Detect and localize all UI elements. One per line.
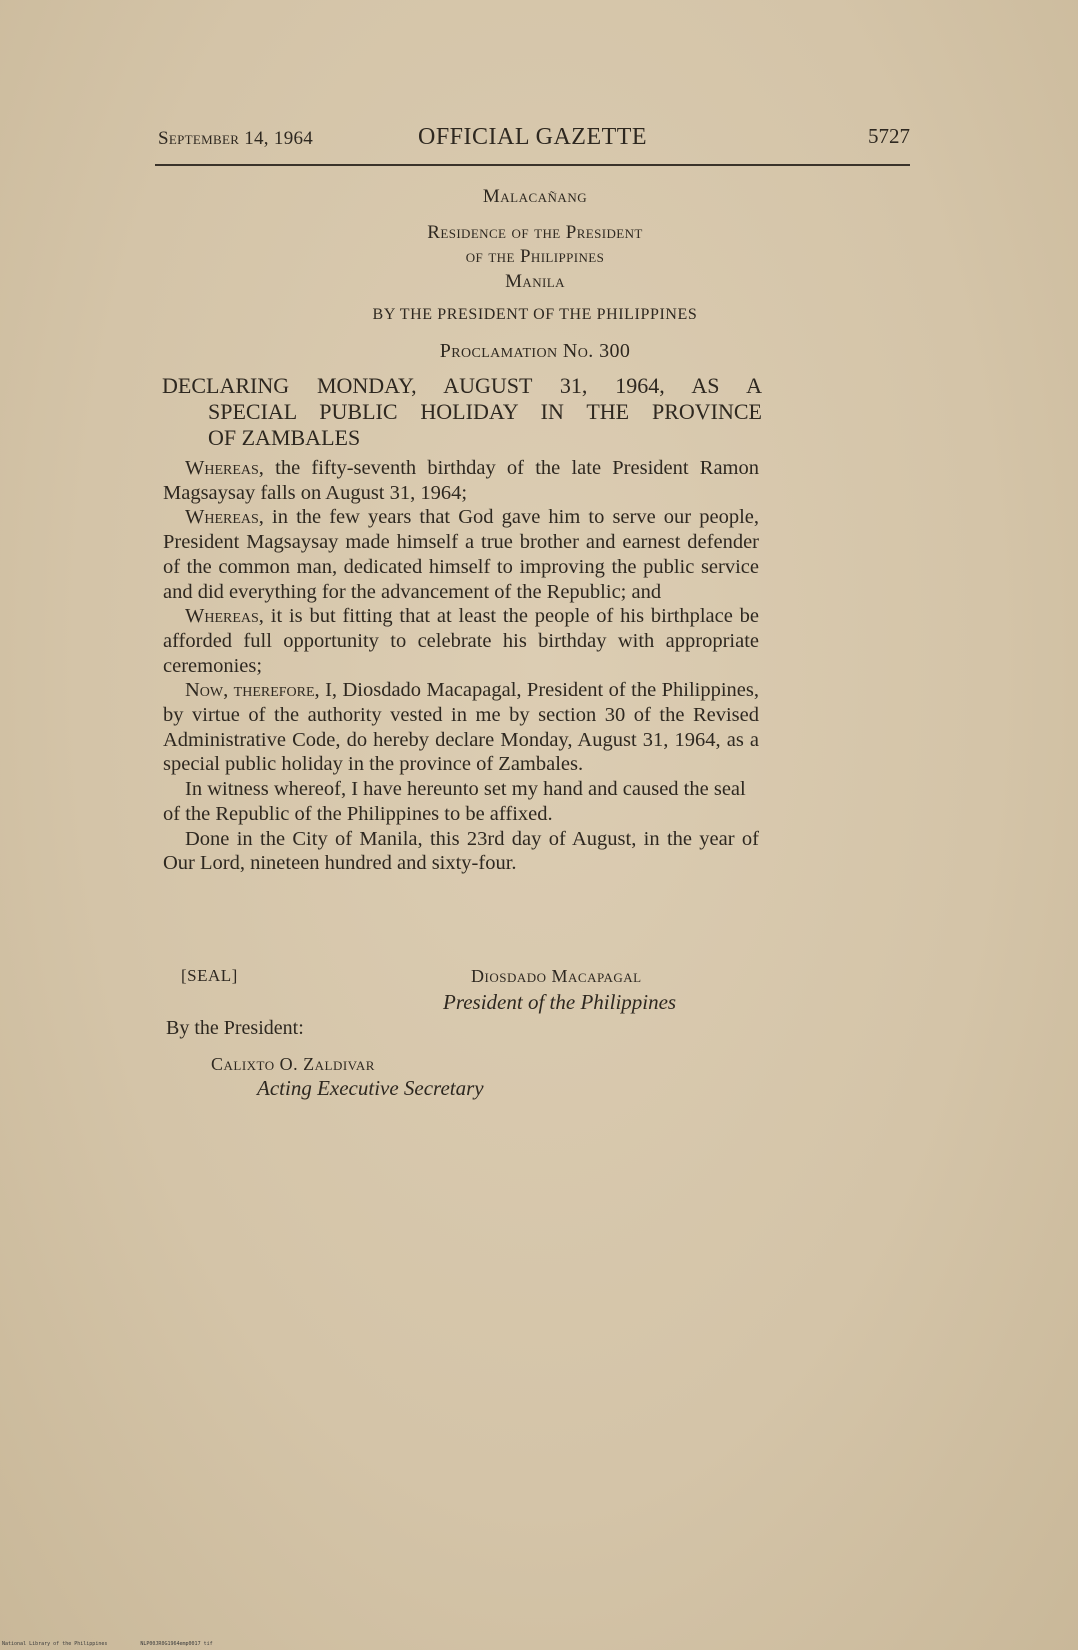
signature-block bbox=[163, 966, 759, 1020]
paragraph-lead: Whereas, bbox=[185, 457, 264, 479]
title-line: SPECIAL PUBLIC HOLIDAY IN THE PROVINCE bbox=[208, 399, 762, 424]
witness-paragraph bbox=[163, 777, 759, 826]
secretary-name: Calixto O. Zaldivar bbox=[211, 1054, 375, 1074]
seal-placeholder: [SEAL] bbox=[181, 966, 238, 985]
running-header bbox=[158, 124, 910, 154]
proclamation-body bbox=[163, 456, 759, 876]
page-number: 5727 bbox=[868, 124, 910, 148]
paragraph-text: the fifty-seventh birthday of the late President Ramon Magsaysay falls on August 31, 1964; bbox=[163, 457, 759, 504]
whereas-paragraph-3 bbox=[163, 604, 759, 678]
secretary-title: Acting Executive Secretary bbox=[257, 1076, 484, 1100]
scan-footer bbox=[2, 1641, 243, 1647]
whereas-paragraph-2 bbox=[163, 505, 759, 604]
by-the-president-attestation: By the President: bbox=[166, 1017, 304, 1039]
paragraph-text: I, Diosdado Macapagal, President of the Philippines, by virtue of the authority vested in me by section 30 of the Revised Administrative Code, do hereby declare Monday, August 31, 1964, as a special public holiday in the province of Zambales. bbox=[163, 679, 759, 776]
paragraph-text: it is but fitting that at least the people of his birthplace be afforded full opportunity to celebrate his birthday with appropriate ceremonies; bbox=[163, 605, 759, 677]
signatory-name: Diosdado Macapagal bbox=[471, 966, 642, 986]
proclamation-title bbox=[162, 373, 762, 451]
now-therefore-paragraph bbox=[163, 678, 759, 777]
office-line-4: Manila bbox=[505, 271, 565, 292]
issue-date: September 14, 1964 bbox=[158, 128, 314, 149]
title-line: DECLARING MONDAY, AUGUST 31, 1964, AS A bbox=[162, 373, 762, 398]
title-line: OF ZAMBALES bbox=[208, 425, 361, 450]
done-paragraph bbox=[163, 827, 759, 876]
signatory-title: President of the Philippines bbox=[443, 990, 677, 1014]
paragraph-text: in the few years that God gave him to serve our people, President Magsaysay made himself a true brother and earnest defender of the common man, dedicated himself to improving the public service and did everything for the advancement of the Republic; and bbox=[163, 506, 759, 603]
library-credit: National Library of the Philippines bbox=[2, 1641, 108, 1647]
office-line-1: Malacañang bbox=[482, 186, 588, 207]
file-id: NLP00JR0G1964emp0017 tif bbox=[140, 1641, 213, 1647]
office-line-2: Residence of the President bbox=[427, 222, 643, 243]
paragraph-text: Done in the City of Manila, this 23rd day of August, in the year of Our Lord, nineteen hundred and sixty-four. bbox=[163, 827, 759, 875]
header-rule bbox=[155, 164, 910, 166]
paragraph-lead: Whereas, bbox=[185, 506, 264, 529]
office-line-3: of the Philippines bbox=[465, 246, 605, 267]
paragraph-text: In witness whereof, I have hereunto set my hand and caused the seal of the Republic of the Philippines to be affixed. bbox=[163, 778, 746, 825]
publication-title: OFFICIAL GAZETTE bbox=[418, 124, 648, 150]
whereas-paragraph-1 bbox=[163, 456, 759, 505]
proclamation-number: Proclamation No. 300 bbox=[439, 340, 631, 362]
by-the-president-line: BY THE PRESIDENT OF THE PHILIPPINES bbox=[372, 306, 698, 323]
paragraph-lead: Whereas, bbox=[185, 605, 264, 628]
paragraph-lead: Now, therefore, bbox=[185, 679, 320, 702]
